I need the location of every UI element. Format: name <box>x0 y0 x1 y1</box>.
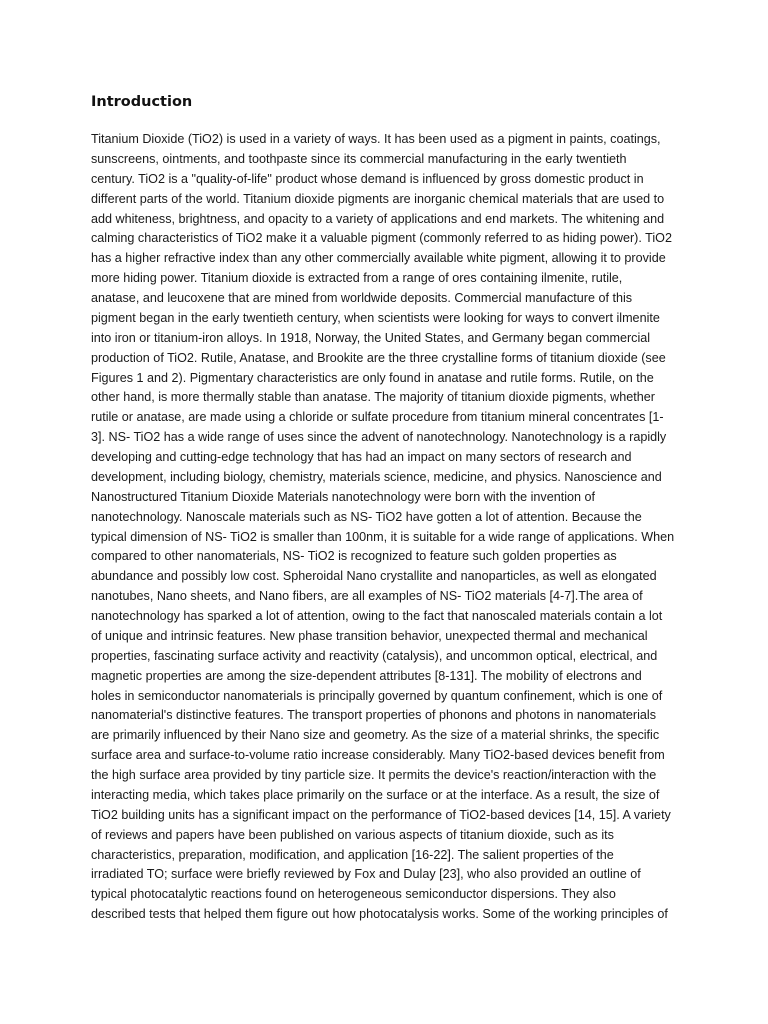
paragraph-line: abundance and possibly low cost. Spheroidal Nano crystallite and nanoparticles, as well as elongated <box>91 569 657 584</box>
paragraph-line: described tests that helped them figure out how photocatalysis works. Some of the working principles of <box>91 907 668 922</box>
paragraph-line: surface area and surface-to-volume ratio increase considerably. Many TiO2-based devices benefit from <box>91 748 665 763</box>
paragraph-line: century. TiO2 is a "quality-of-life" product whose demand is influenced by gross domestic product in <box>91 171 644 186</box>
paragraph-line: into iron or titanium-iron alloys. In 1918, Norway, the United States, and Germany began commercial <box>91 330 651 345</box>
paragraph-line: Titanium Dioxide (TiO2) is used in a variety of ways. It has been used as a pigment in paints, coatings, <box>91 132 661 146</box>
paragraph-line: nanomaterial's distinctive features. The transport properties of phonons and photons in nanomaterials <box>91 708 657 723</box>
paragraph-line: nanotechnology has sparked a lot of attention, owing to the fact that nanoscaled materials contain a lot <box>91 609 663 623</box>
paragraph-line: nanotechnology. Nanoscale materials such as NS- TiO2 have gotten a lot of attention. Because the <box>91 509 642 524</box>
paragraph-line: has a higher refractive index than any other commercially available white pigment, allowing it to provide <box>91 251 666 266</box>
paragraph-line: properties, fascinating surface activity and reactivity (catalysis), and uncommon optical, electrical, and <box>91 648 658 663</box>
paragraph-line: compared to other nanomaterials, NS- TiO2 is recognized to feature such golden properties as <box>91 549 617 564</box>
paragraph-line: pigment began in the early twentieth century, when scientists were looking for ways to convert ilmenite <box>91 310 660 325</box>
paragraph-line: different parts of the world. Titanium dioxide pigments are inorganic chemical materials that are used to <box>91 191 665 206</box>
paragraph-line: calming characteristics of TiO2 make it a valuable pigment (commonly referred to as hiding power). TiO2 <box>91 231 672 246</box>
paragraph-line: TiO2 building units has a significant impact on the performance of TiO2-based devices [14, 15]. A variety <box>91 807 671 822</box>
paragraph-line: Figures 1 and 2). Pigmentary characteristics are only found in anatase and rutile forms. Rutile, on the <box>91 370 654 385</box>
paragraph-line: development, including biology, chemistry, materials science, medicine, and physics. Nanoscience and <box>91 469 662 484</box>
paragraph-line: add whiteness, brightness, and opacity to a variety of applications and end markets. The whitening and <box>91 211 665 226</box>
paragraph-line: magnetic properties are among the size-dependent attributes [8-131]. The mobility of electrons and <box>91 668 642 683</box>
paragraph-line: production of TiO2. Rutile, Anatase, and Brookite are the three crystalline forms of titanium dioxide (see <box>91 350 666 365</box>
paragraph-line: irradiated TO; surface were briefly reviewed by Fox and Dulay [23], who also provided an outline of <box>91 867 641 882</box>
paragraph-line: of reviews and papers have been published on various aspects of titanium dioxide, such as its <box>91 827 614 842</box>
paragraph-line: the high surface area provided by tiny particle size. It permits the device's reaction/interaction with the <box>91 768 657 782</box>
paragraph-line: are primarily influenced by their Nano size and geometry. As the size of a material shrinks, the specific <box>91 728 660 743</box>
paragraph-line: nanotubes, Nano sheets, and Nano fibers, are all examples of NS- TiO2 materials [4-7].The area of <box>91 589 643 604</box>
section-heading: Introduction <box>91 94 193 110</box>
paragraph-line: 3]. NS- TiO2 has a wide range of uses since the advent of nanotechnology. Nanotechnology is a rapidly <box>91 430 667 445</box>
paragraph-line: anatase, and leucoxene that are mined from worldwide deposits. Commercial manufacture of this <box>91 291 633 305</box>
paragraph-line: sunscreens, ointments, and toothpaste since its commercial manufacturing in the early twentieth <box>91 151 627 166</box>
paragraph-line: characteristics, preparation, modification, and application [16-22]. The salient properties of the <box>91 847 614 862</box>
paragraph-line: holes in semiconductor nanomaterials is principally governed by quantum confinement, which is one of <box>91 688 663 703</box>
paragraph-line: more hiding power. Titanium dioxide is extracted from a range of ores containing ilmenite, rutile, <box>91 271 623 286</box>
paragraph-line: developing and cutting-edge technology that has had an impact on many sectors of research and <box>91 450 632 464</box>
paragraph-line: interacting media, which takes place primarily on the surface or at the interface. As a result, the size of <box>91 787 660 802</box>
paragraph-line: typical dimension of NS- TiO2 is smaller than 100nm, it is suitable for a wide range of applications. When <box>91 529 675 544</box>
paragraph-line: rutile or anatase, are made using a chloride or sulfate procedure from titanium mineral concentrates [1- <box>91 410 664 425</box>
paragraph-line: Nanostructured Titanium Dioxide Materials nanotechnology were born with the invention of <box>91 489 596 504</box>
paragraph-line: typical photocatalytic reactions found on heterogeneous semiconductor dispersions. They also <box>91 887 616 902</box>
paragraph-line: of unique and intrinsic features. New phase transition behavior, unexpected thermal and mechanical <box>91 628 648 643</box>
paragraph-line: other hand, is more thermally stable than anatase. The majority of titanium dioxide pigments, whether <box>91 390 655 405</box>
body-paragraph <box>91 130 681 925</box>
